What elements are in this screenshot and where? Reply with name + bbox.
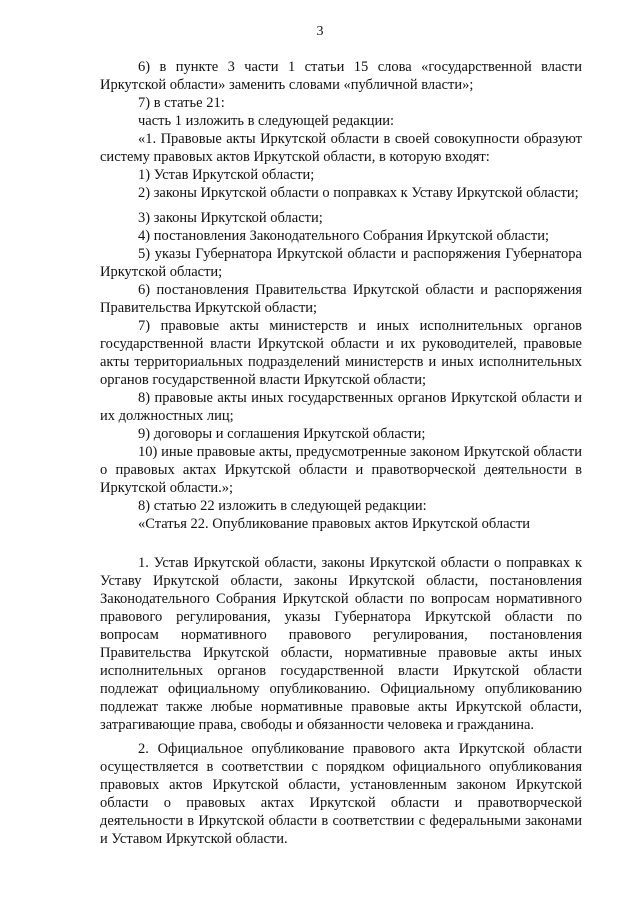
- list-item-5: 5) указы Губернатора Иркутской области и распоряжения Губернатора Иркутской области;: [100, 246, 582, 280]
- paragraph-part-1-text: «1. Правовые акты Иркутской области в своей совокупности образуют систему правовых актов Иркутской области, в которую входят:: [100, 131, 582, 165]
- list-item-2: 2) законы Иркутской области о поправках к Уставу Иркутской области;: [138, 185, 579, 201]
- document-body: [100, 58, 582, 848]
- list-item-4: 4) постановления Законодательного Собрания Иркутской области;: [138, 228, 549, 244]
- list-item-6: 6) постановления Правительства Иркутской области и распоряжения Правительства Иркутской области;: [100, 282, 582, 316]
- article-22-part-1: 1. Устав Иркутской области, законы Иркутской области о поправках к Уставу Иркутской области, законы Иркутской области, постановления Законодательного Собрания Иркутской области по вопросам нормативного правового регулирования, указы Губернатора Иркутской области по вопросам нормативного правового регулирования, постановления Правительства Иркутской области, нормативные правовые акты иных исполнительных органов государственной власти Иркутской области подлежат официальному опубликованию. Официальному опубликованию подлежат также любые нормативные правовые акты Иркутской области, затрагивающие права, свободы и обязанности человека и гражданина.: [100, 555, 582, 733]
- paragraph-item-6: 6) в пункте 3 части 1 статьи 15 слова «государственной власти Иркутской области» заменить словами «публичной власти»;: [100, 59, 582, 93]
- paragraph-item-8: 8) статью 22 изложить в следующей редакции:: [138, 498, 427, 514]
- list-item-9: 9) договоры и соглашения Иркутской области;: [138, 426, 426, 442]
- paragraph-item-7: 7) в статье 21:: [138, 95, 225, 111]
- list-item-1: 1) Устав Иркутской области;: [138, 167, 315, 183]
- paragraph-part-1-intro: часть 1 изложить в следующей редакции:: [138, 113, 395, 129]
- list-item-8: 8) правовые акты иных государственных органов Иркутской области и их должностных лиц;: [100, 390, 582, 424]
- page-number: 3: [316, 24, 324, 39]
- list-item-10: 10) иные правовые акты, предусмотренные законом Иркутской области о правовых актах Иркутской области и правотворческой деятельности в Иркутской области.»;: [100, 444, 582, 496]
- article-22-heading: «Статья 22. Опубликование правовых актов Иркутской области: [138, 516, 531, 532]
- list-item-3: 3) законы Иркутской области;: [138, 210, 323, 226]
- article-22-part-2: 2. Официальное опубликование правового акта Иркутской области осуществляется в соответствии с порядком официального опубликования правовых актов Иркутской области, установленным законом Иркутской области о правовых актах Иркутской области и правотворческой деятельности в Иркутской области в соответствии с федеральными законами и Уставом Иркутской области.: [100, 741, 582, 847]
- list-item-7: 7) правовые акты министерств и иных исполнительных органов государственной власти Иркутской области и их руководителей, правовые акты территориальных подразделений министерств и иных исполнительных органов государственной власти Иркутской области;: [100, 318, 582, 388]
